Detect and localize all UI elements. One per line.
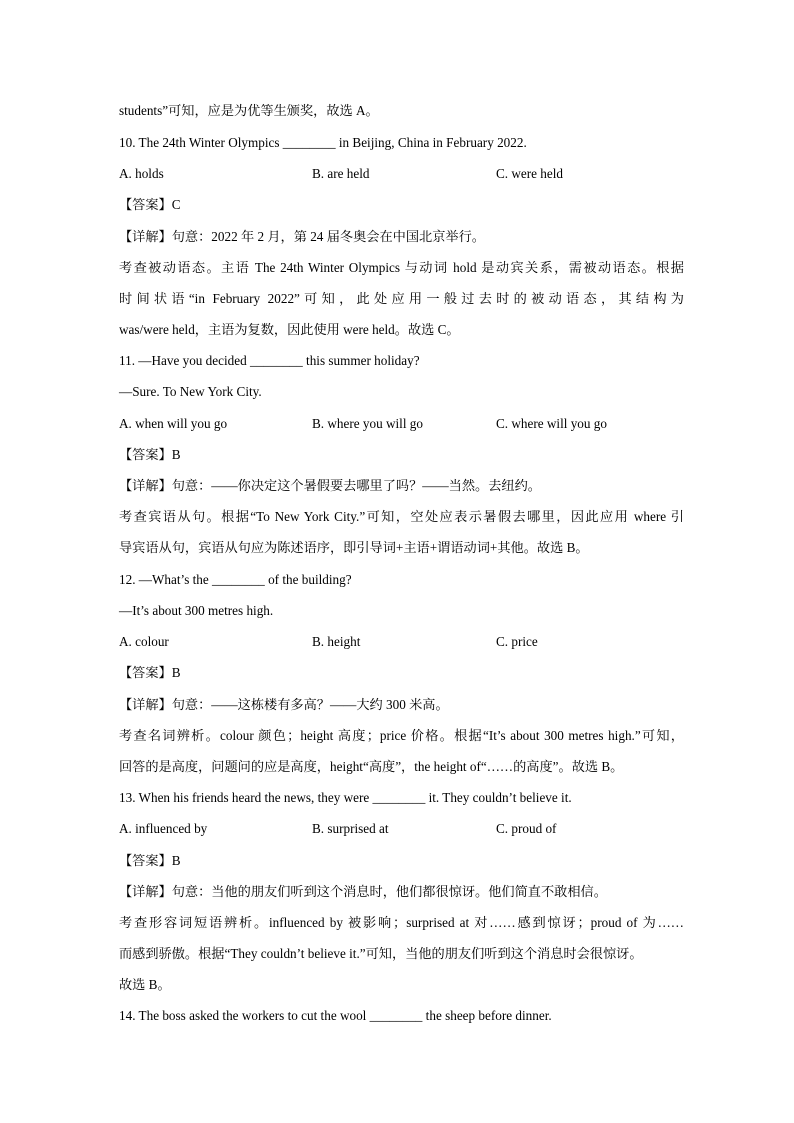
explanation-line: 【详解】句意：当他的朋友们听到这个消息时，他们都很惊讶。他们简直不敢相信。 (119, 884, 607, 899)
explanation-line: 故选 B。 (119, 977, 171, 992)
explanation-line: 考查宾语从句。根据“To New York City.”可知，空处应表示暑假去哪里，因此应用 where 引 (119, 509, 684, 524)
explanation-line: 【详解】句意：2022 年 2 月，第 24 届冬奥会在中国北京举行。 (119, 229, 485, 244)
question-10: 10. The 24th Winter Olympics ________ in Beijing, China in February 2022. (119, 135, 527, 150)
explanation-line: 考查被动语态。主语 The 24th Winter Olympics 与动词 hold 是动宾关系，需被动语态。根据 (119, 260, 684, 275)
answer-line: 【答案】B (119, 665, 181, 680)
dialogue-reply: —It’s about 300 metres high. (119, 603, 274, 618)
explanation-line: was/were held，主语为复数，因此使用 were held。故选 C。 (119, 322, 460, 337)
answer-line: 【答案】B (119, 853, 181, 868)
question-13: 13. When his friends heard the news, they were ________ it. They couldn’t believe it. (119, 790, 572, 805)
explanation-line: 回答的是高度，问题问的应是高度，height“高度”，the height of“……的高度”。故选 B。 (119, 759, 624, 774)
option-c: C. where will you go (496, 416, 607, 431)
option-a: A. when will you go (119, 416, 228, 431)
option-c: C. proud of (496, 821, 557, 836)
text-line: students”可知，应是为优等生颁奖，故选 A。 (119, 103, 379, 118)
question-12: 12. —What’s the ________ of the building? (119, 572, 352, 587)
explanation-line: 【详解】句意：——你决定这个暑假要去哪里了吗？——当然。去纽约。 (119, 478, 541, 493)
question-11: 11. —Have you decided ________ this summer holiday? (119, 353, 420, 368)
option-b: B. height (312, 634, 361, 649)
option-a: A. holds (119, 166, 164, 181)
explanation-line: 考查形容词短语辨析。influenced by 被影响；surprised at 对……感到惊讶；proud of 为…… (119, 915, 684, 930)
option-b: B. where you will go (312, 416, 423, 431)
explanation-line: 时间状语“in February 2022”可知，此处应用一般过去时的被动语态，其结构为 (119, 291, 684, 306)
answer-line: 【答案】B (119, 447, 181, 462)
option-b: B. surprised at (312, 821, 389, 836)
option-c: C. price (496, 634, 538, 649)
explanation-line: 考查名词辨析。colour 颜色；height 高度；price 价格。根据“It’s about 300 metres high.”可知， (119, 728, 684, 743)
answer-line: 【答案】C (119, 197, 181, 212)
explanation-line: 而感到骄傲。根据“They couldn’t believe it.”可知，当他的朋友们听到这个消息时会很惊讶。 (119, 946, 643, 961)
explanation-line: 【详解】句意：——这栋楼有多高？——大约 300 米高。 (119, 697, 449, 712)
option-c: C. were held (496, 166, 564, 181)
dialogue-reply: —Sure. To New York City. (119, 384, 262, 399)
option-a: A. colour (119, 634, 169, 649)
option-b: B. are held (312, 166, 370, 181)
question-14: 14. The boss asked the workers to cut the wool ________ the sheep before dinner. (119, 1008, 552, 1023)
option-a: A. influenced by (119, 821, 208, 836)
explanation-line: 导宾语从句，宾语从句应为陈述语序，即引导词+主语+谓语动词+其他。故选 B。 (119, 540, 589, 555)
